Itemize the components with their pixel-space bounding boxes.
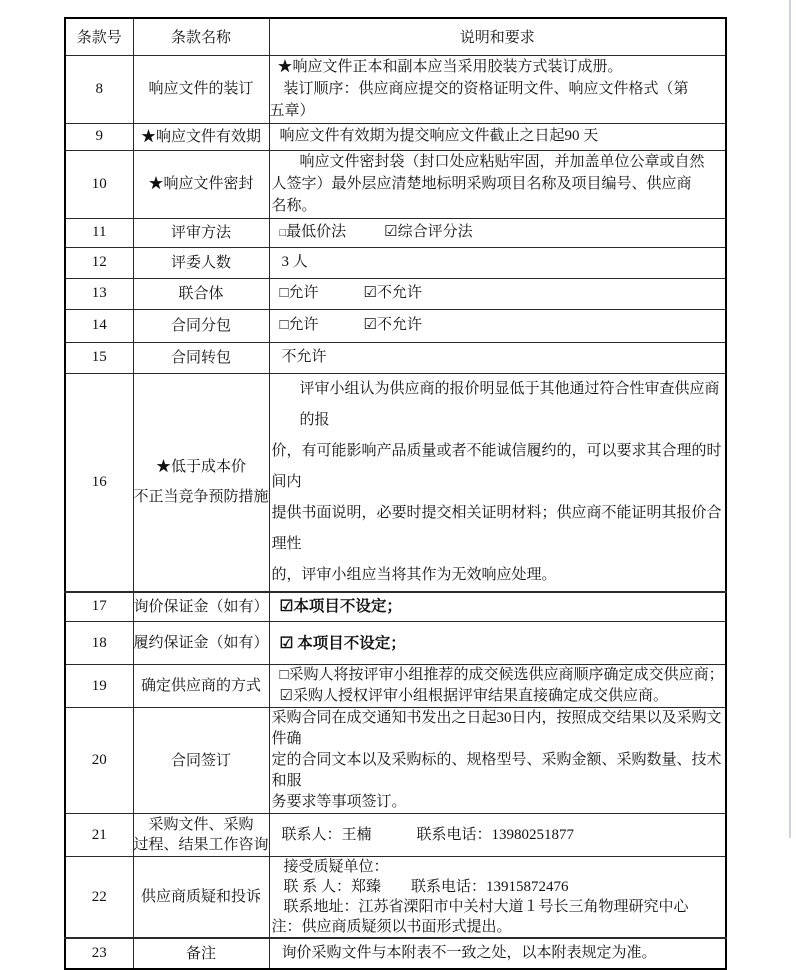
name-line: 采购文件、采购 — [148, 817, 254, 833]
content-line: 五章） — [269, 103, 315, 119]
clause-number: 10 — [65, 150, 133, 218]
table-row — [65, 309, 726, 342]
clause-number: 12 — [65, 247, 133, 278]
header-description: 说明和要求 — [269, 18, 726, 55]
clause-content — [269, 55, 726, 123]
content-line: 采购合同在成交通知书发出之日起30日内，按照成交结果以及采购文件确 — [271, 710, 722, 747]
table-row — [65, 622, 726, 665]
content-line: 提供书面说明，必要时提交相关证明材料；供应商不能证明其报价合理性 — [271, 504, 722, 552]
clause-name — [133, 278, 269, 309]
name-line: 履约保证金（如有） — [133, 635, 269, 651]
clause-content — [269, 708, 726, 814]
clause-name — [133, 814, 269, 857]
clause-name — [133, 123, 269, 150]
clause-name — [133, 622, 269, 665]
table-row — [65, 592, 726, 622]
name-line: ★响应文件有效期 — [140, 128, 261, 145]
clause-number: 20 — [65, 708, 133, 814]
table-row — [65, 278, 726, 309]
content-line: 联 系 人：郑臻 联系电话：13915872476 — [283, 879, 569, 895]
name-line: 不正当竞争预防措施 — [133, 489, 269, 505]
table-row — [65, 665, 726, 708]
clause-content — [269, 247, 726, 278]
name-line: 合同签订 — [170, 752, 231, 769]
content-line: 询价采购文件与本附表不一致之处，以本附表规定为准。 — [281, 945, 657, 961]
clause-name — [133, 342, 269, 373]
clause-content — [269, 278, 726, 309]
table-row — [65, 55, 726, 123]
clause-name — [133, 373, 269, 592]
name-line: 响应文件的装订 — [148, 81, 254, 97]
clause-name — [133, 150, 269, 218]
content-line: 名称。 — [271, 198, 317, 214]
name-line: 供应商质疑和投诉 — [140, 889, 261, 905]
content-line: 联系地址：江苏省溧阳市中关村大道１号长三角物理研究中心 — [283, 899, 689, 915]
content-line: ☑采购人授权评审小组根据评审结果直接确定成交供应商。 — [279, 688, 668, 704]
name-line: ★低于成本价 — [155, 459, 246, 475]
option-label: 最低价法 — [286, 223, 347, 240]
clause-content — [269, 150, 726, 218]
table-row — [65, 123, 726, 150]
table-row — [65, 938, 726, 969]
content-line: 不允许 — [281, 349, 327, 365]
clause-number: 17 — [65, 592, 133, 622]
checkbox-checked-icon: ☑ — [384, 223, 398, 240]
clause-name — [133, 309, 269, 342]
content-line: □允许 ☑不允许 — [279, 285, 423, 301]
clause-name — [133, 55, 269, 123]
name-line: 联合体 — [178, 285, 224, 302]
clause-number: 21 — [65, 814, 133, 857]
content-line: 3 人 — [281, 254, 308, 270]
clause-number: 8 — [65, 55, 133, 123]
clause-name — [133, 938, 269, 969]
clause-name — [133, 857, 269, 939]
option-label: 综合评分法 — [397, 223, 473, 240]
content-line: 接受质疑单位： — [283, 859, 389, 875]
name-line: 备注 — [185, 945, 216, 962]
name-line: 过程、结果工作咨询 — [133, 837, 269, 853]
content-line: 定的合同文本以及采购标的、规格型号、采购金额、采购数量、技术和服 — [271, 752, 722, 789]
name-line: 评审方法 — [170, 224, 231, 241]
table-row — [65, 342, 726, 373]
content-line: 响应文件有效期为提交响应文件截止之日起90 天 — [279, 128, 599, 144]
name-line: 合同分包 — [170, 317, 231, 334]
clauses-table — [64, 17, 727, 970]
clause-name — [133, 247, 269, 278]
table-row — [65, 857, 726, 939]
clause-name — [133, 708, 269, 814]
content-line: 务要求等事项签订。 — [271, 794, 407, 810]
clause-content — [269, 938, 726, 969]
checkbox-unchecked-icon: □ — [279, 226, 287, 239]
clause-content — [269, 857, 726, 939]
table-row — [65, 373, 726, 592]
content-line: ☑本项目不设定； — [279, 598, 402, 616]
content-line: 价，有可能影响产品质量或者不能诚信履约的，可以要求其合理的时间内 — [271, 442, 722, 490]
clause-content — [269, 123, 726, 150]
content-line: 装订顺序：供应商应提交的资格证明文件、响应文件格式（第 — [283, 81, 689, 97]
table-row — [65, 247, 726, 278]
content-line: ☑ 本项目不设定； — [279, 634, 406, 652]
table-row — [65, 708, 726, 814]
clause-content — [269, 665, 726, 708]
clause-number: 13 — [65, 278, 133, 309]
clause-content — [269, 373, 726, 592]
clause-number: 11 — [65, 218, 133, 247]
name-line: 询价保证金（如有） — [133, 598, 269, 615]
clause-content — [269, 622, 726, 665]
clause-content — [269, 592, 726, 622]
content-line: 注：供应商质疑须以书面形式提出。 — [271, 919, 512, 935]
clause-number: 18 — [65, 622, 133, 665]
content-line: 人签字）最外层应清楚地标明采购项目名称及项目编号、供应商 — [271, 176, 692, 192]
table-row — [65, 814, 726, 857]
content-line: 响应文件密封袋（封口处应粘贴牢固，并加盖单位公章或自然 — [299, 154, 705, 170]
name-line: 评委人数 — [170, 254, 231, 271]
content-line: 的，评审小组应当将其作为无效响应处理。 — [271, 566, 557, 583]
clause-name — [133, 218, 269, 247]
content-line: 评审小组认为供应商的报价明显低于其他通过符合性审查供应商的报 — [299, 380, 720, 428]
clause-content — [269, 218, 726, 247]
clause-number: 16 — [65, 373, 133, 592]
clause-number: 22 — [65, 857, 133, 939]
clause-number: 14 — [65, 309, 133, 342]
clause-number: 15 — [65, 342, 133, 373]
clause-content — [269, 342, 726, 373]
name-line: 确定供应商的方式 — [140, 678, 261, 694]
clause-number: 23 — [65, 938, 133, 969]
name-line: ★响应文件密封 — [148, 176, 254, 192]
table-row — [65, 150, 726, 218]
content-line: 联系人：王楠 联系电话：13980251877 — [281, 826, 575, 843]
table-row — [65, 218, 726, 247]
clause-number: 9 — [65, 123, 133, 150]
clause-name — [133, 592, 269, 622]
header-row — [65, 18, 726, 55]
content-line — [270, 222, 726, 244]
content-line: □允许 ☑不允许 — [279, 317, 423, 333]
header-clause-name: 条款名称 — [133, 18, 269, 55]
content-line: □采购人将按评审小组推荐的成交候选供应商顺序确定成交供应商； — [279, 667, 724, 683]
clause-number: 19 — [65, 665, 133, 708]
content-line: ★响应文件正本和副本应当采用胶装方式装订成册。 — [277, 59, 623, 75]
name-line: 合同转包 — [170, 349, 231, 366]
page-edge-line — [789, 0, 791, 838]
clause-content — [269, 814, 726, 857]
clause-content — [269, 309, 726, 342]
header-clause-number: 条款号 — [65, 18, 133, 55]
clause-name — [133, 665, 269, 708]
